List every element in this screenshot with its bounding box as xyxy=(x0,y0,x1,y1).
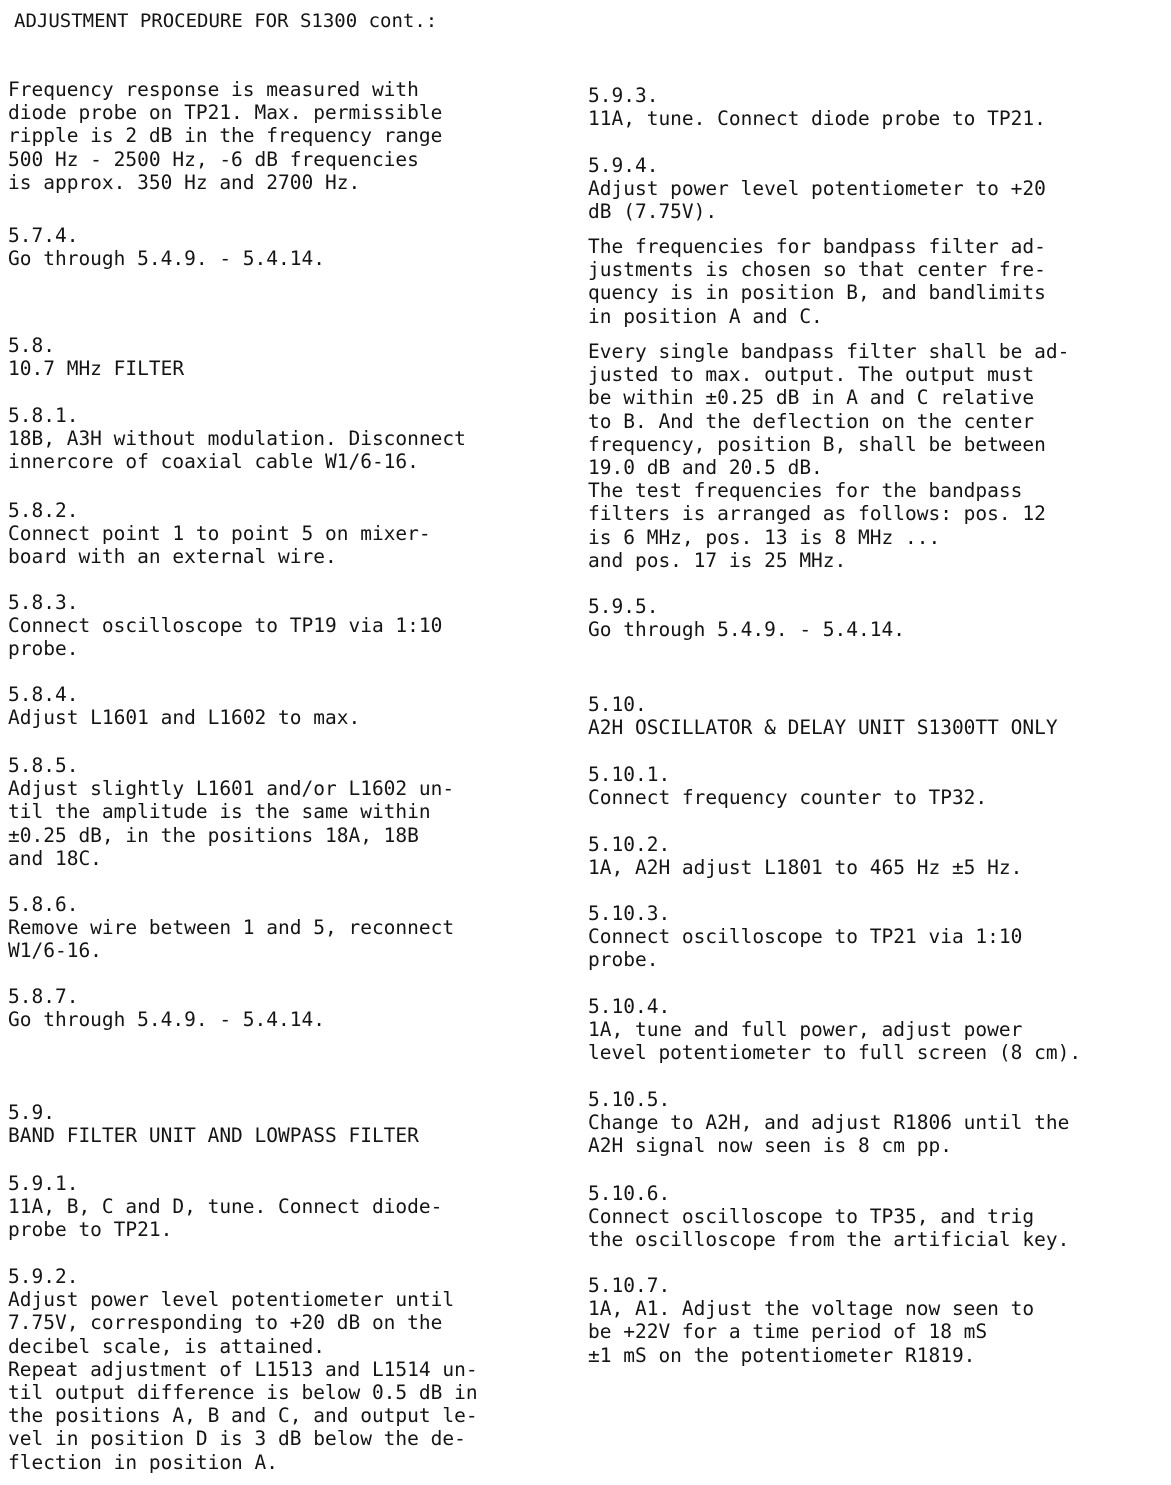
bandpass-adjustment-paragraph: Every single bandpass filter shall be ad- justed to max. output. The output must be within ±0.25 dB in A and C relative to B. And the deflection on the center frequency, position B, shall be between 19.0 dB and 20.5 dB. The test frequencies for the bandpass filters is arranged as follows: pos. 12 is 6 MHz, pos. 13 is 8 MHz ... and pos. 17 is 25 MHz. xyxy=(588,340,1070,572)
section-5-10-7: 5.10.7. 1A, A1. Adjust the voltage now seen to be +22V for a time period of 18 mS ±1 mS on the potentiometer R1819. xyxy=(588,1274,1035,1367)
section-5-10-4: 5.10.4. 1A, tune and full power, adjust power level potentiometer to full screen (8 cm). xyxy=(588,995,1082,1065)
section-5-8-7: 5.8.7. Go through 5.4.9. - 5.4.14. xyxy=(8,985,325,1032)
section-5-8-4: 5.8.4. Adjust L1601 and L1602 to max. xyxy=(8,683,361,730)
section-5-9-3: 5.9.3. 11A, tune. Connect diode probe to TP21. xyxy=(588,84,1046,131)
section-5-9-4: 5.9.4. Adjust power level potentiometer to +20 dB (7.75V). xyxy=(588,154,1046,224)
section-5-10-5: 5.10.5. Change to A2H, and adjust R1806 until the A2H signal now seen is 8 cm pp. xyxy=(588,1088,1070,1158)
section-5-8-3: 5.8.3. Connect oscilloscope to TP19 via 1:10 probe. xyxy=(8,591,443,661)
section-5-8-heading: 5.8. 10.7 MHz FILTER xyxy=(8,334,185,381)
section-5-8-5: 5.8.5. Adjust slightly L1601 and/or L1602 un- til the amplitude is the same within ±0.25 dB, in the positions 18A, 18B and 18C. xyxy=(8,754,455,870)
section-5-9-5: 5.9.5. Go through 5.4.9. - 5.4.14. xyxy=(588,595,905,642)
section-5-8-6: 5.8.6. Remove wire between 1 and 5, reconnect W1/6-16. xyxy=(8,893,455,963)
section-5-7-4: 5.7.4. Go through 5.4.9. - 5.4.14. xyxy=(8,224,325,271)
section-5-10-6: 5.10.6. Connect oscilloscope to TP35, and trig the oscilloscope from the artificial key. xyxy=(588,1182,1070,1252)
section-5-10-2: 5.10.2. 1A, A2H adjust L1801 to 465 Hz ±5 Hz. xyxy=(588,833,1023,880)
section-5-9-2: 5.9.2. Adjust power level potentiometer until 7.75V, corresponding to +20 dB on the decibel scale, is attained. Repeat adjustment of L1513 and L1514 un- til output difference is below 0.5 dB in the positions A, B and C, and output le- vel in position D is 3 dB below the de- flection in position A. xyxy=(8,1265,478,1474)
section-5-9-1: 5.9.1. 11A, B, C and D, tune. Connect diode- probe to TP21. xyxy=(8,1172,443,1242)
section-5-10-3: 5.10.3. Connect oscilloscope to TP21 via 1:10 probe. xyxy=(588,902,1023,972)
page-title: ADJUSTMENT PROCEDURE FOR S1300 cont.: xyxy=(14,10,438,32)
section-5-9-heading: 5.9. BAND FILTER UNIT AND LOWPASS FILTER xyxy=(8,1101,419,1148)
section-5-8-2: 5.8.2. Connect point 1 to point 5 on mixer- board with an external wire. xyxy=(8,499,431,569)
section-5-10-heading: 5.10. A2H OSCILLATOR & DELAY UNIT S1300TT ONLY xyxy=(588,693,1058,740)
section-5-8-1: 5.8.1. 18B, A3H without modulation. Disconnect innercore of coaxial cable W1/6-16. xyxy=(8,404,466,474)
frequency-response-paragraph: Frequency response is measured with diode probe on TP21. Max. permissible ripple is 2 dB in the frequency range 500 Hz - 2500 Hz, -6 dB frequencies is approx. 350 Hz and 2700 Hz. xyxy=(8,78,443,194)
section-5-10-1: 5.10.1. Connect frequency counter to TP32. xyxy=(588,763,988,810)
bandpass-frequencies-paragraph: The frequencies for bandpass filter ad- justments is chosen so that center fre- quency is in position B, and bandlimits in position A and C. xyxy=(588,235,1046,328)
